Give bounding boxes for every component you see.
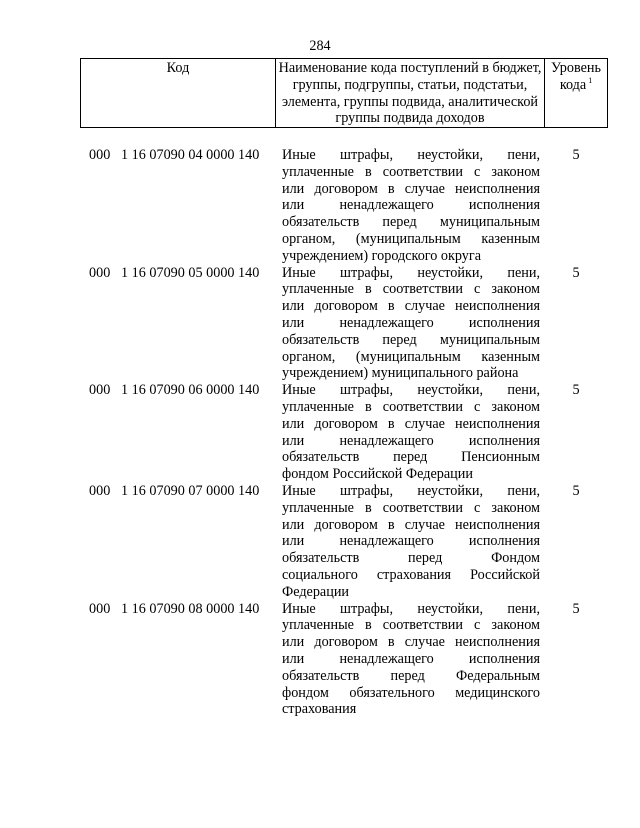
page-number: 284 <box>309 38 331 54</box>
table-row <box>80 483 608 601</box>
header-code-label: Код <box>166 60 190 76</box>
header-name-label: Наименование кода поступлений в бюджет, группы, подгруппы, статьи, подстатьи, элемента, группы подвида, аналитической группы подвида доходов <box>278 60 542 127</box>
table-row <box>80 265 608 383</box>
row-code-prefix: 000 <box>89 264 111 281</box>
table-body <box>80 147 608 718</box>
row-code: 1 16 07090 04 0000 140 <box>121 147 260 163</box>
row-description-line: уплаченные в соответствии с законом <box>282 163 540 180</box>
row-description-line: страхования <box>282 701 357 718</box>
row-description <box>282 265 540 383</box>
row-description-line: уплаченные в соответствии с законом <box>282 617 540 634</box>
row-code: 1 16 07090 07 0000 140 <box>121 482 260 499</box>
row-description <box>282 382 540 483</box>
row-description-line: учреждением) муниципального района <box>282 365 519 382</box>
row-description-line: обязательств перед муниципальным <box>282 331 540 348</box>
row-description-line: уплаченные в соответствии с законом <box>282 499 540 516</box>
row-description-line: Иные штрафы, неустойки, пени, <box>282 147 540 163</box>
row-code: 1 16 07090 06 0000 140 <box>121 382 260 399</box>
row-description-line: или ненадлежащего исполнения <box>282 314 540 331</box>
row-description-line: или договором в случае неисполнения <box>282 634 540 651</box>
row-code-prefix: 000 <box>89 600 111 617</box>
row-description-line: обязательств перед муниципальным <box>282 214 540 231</box>
row-description-line: или договором в случае неисполнения <box>282 180 540 197</box>
row-description-line: Федерации <box>282 583 350 600</box>
row-level: 5 <box>572 482 580 499</box>
row-code: 1 16 07090 05 0000 140 <box>121 264 260 281</box>
header-level-label: Уровень кода <box>551 60 601 93</box>
row-description <box>282 483 540 601</box>
row-description <box>282 601 540 719</box>
table-row <box>80 147 608 265</box>
row-description-line: или ненадлежащего исполнения <box>282 650 540 667</box>
row-description-line: или договором в случае неисполнения <box>282 415 540 432</box>
header-level-footnote: 1 <box>588 76 593 86</box>
header-name-cell <box>276 59 545 128</box>
row-description-line: Иные штрафы, неустойки, пени, <box>282 600 540 617</box>
row-description-line: Иные штрафы, неустойки, пени, <box>282 264 540 281</box>
header-code-cell <box>81 59 276 128</box>
row-description-line: уплаченные в соответствии с законом <box>282 398 540 415</box>
row-description-line: учреждением) городского округа <box>282 247 481 264</box>
row-description-line: обязательств перед Фондом <box>282 550 540 567</box>
row-code-prefix: 000 <box>89 482 111 499</box>
row-level: 5 <box>572 147 580 163</box>
row-level: 5 <box>572 264 580 281</box>
row-description-line: или договором в случае неисполнения <box>282 516 540 533</box>
row-description-line: фондом Российской Федерации <box>282 466 473 483</box>
row-code-prefix: 000 <box>89 382 111 399</box>
row-description-line: Иные штрафы, неустойки, пени, <box>282 382 540 399</box>
row-level: 5 <box>572 600 580 617</box>
row-description-line: обязательств перед Федеральным <box>282 667 540 684</box>
row-level: 5 <box>572 382 580 399</box>
row-description-line: обязательств перед Пенсионным <box>282 449 540 466</box>
row-description-line: или ненадлежащего исполнения <box>282 432 540 449</box>
header-level-cell <box>545 59 608 128</box>
row-description-line: Иные штрафы, неустойки, пени, <box>282 482 540 499</box>
row-description-line: или договором в случае неисполнения <box>282 298 540 315</box>
table-header <box>80 58 608 128</box>
row-description <box>282 147 540 265</box>
row-description-line: уплаченные в соответствии с законом <box>282 281 540 298</box>
row-description-line: или ненадлежащего исполнения <box>282 197 540 214</box>
row-description-line: социального страхования Российской <box>282 566 540 583</box>
table-row <box>80 601 608 719</box>
table-row <box>80 382 608 483</box>
row-description-line: органом, (муниципальным казенным <box>282 230 540 247</box>
row-description-line: органом, (муниципальным казенным <box>282 348 540 365</box>
row-code: 1 16 07090 08 0000 140 <box>121 600 260 617</box>
row-description-line: или ненадлежащего исполнения <box>282 533 540 550</box>
row-description-line: фондом обязательного медицинского <box>282 684 540 701</box>
row-code-prefix: 000 <box>89 147 111 163</box>
